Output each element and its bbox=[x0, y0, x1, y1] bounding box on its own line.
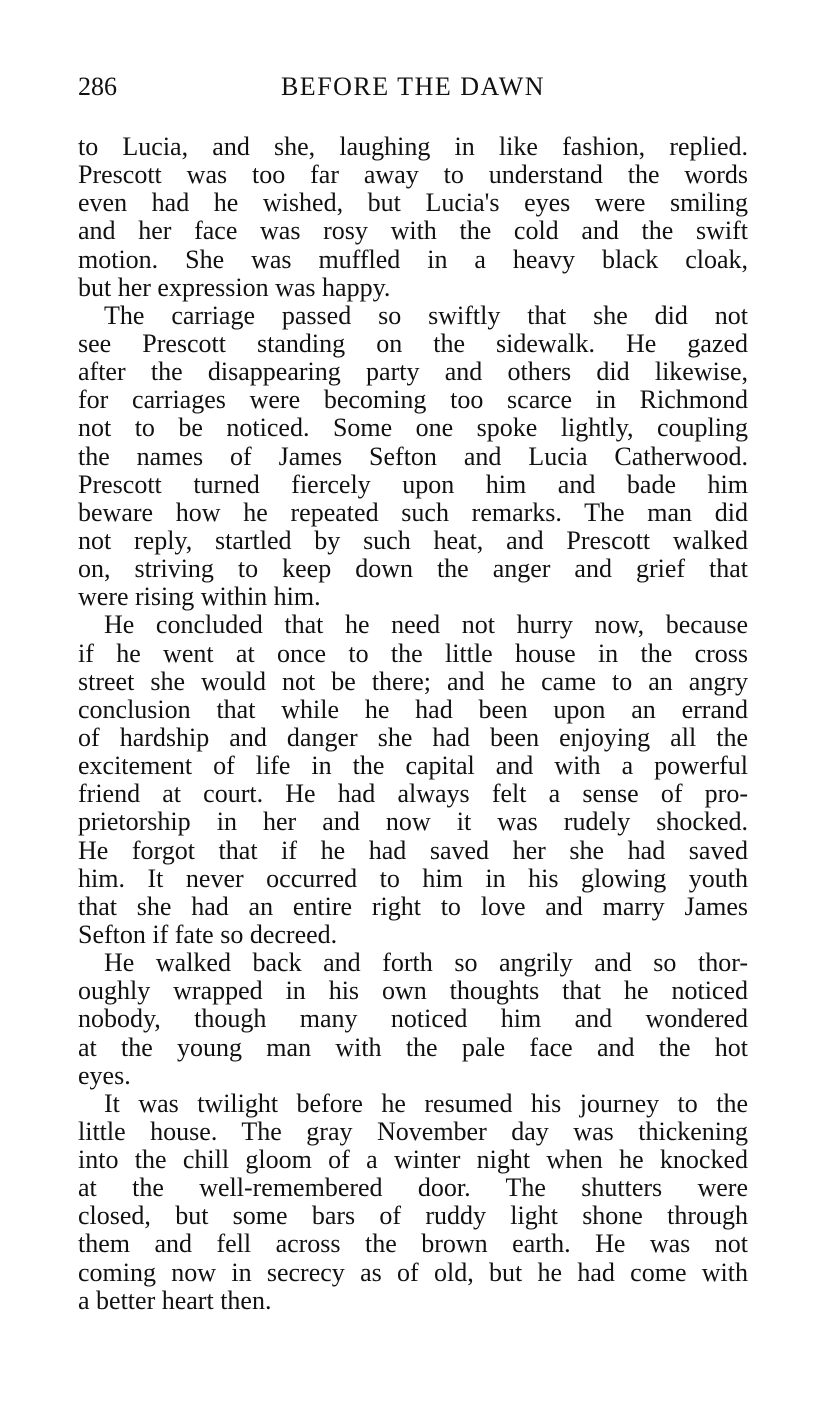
text-line: even had he wished, but Lucia's eyes were smiling bbox=[78, 188, 748, 218]
text-line: oughly wrapped in his own thoughts that he noticed bbox=[78, 976, 748, 1006]
text-line: at the young man with the pale face and the hot bbox=[78, 1032, 748, 1062]
text-line: a better heart then. bbox=[78, 1285, 272, 1315]
paragraph bbox=[78, 1090, 748, 1315]
text-line: Prescott was too far away to understand the words bbox=[78, 160, 748, 190]
running-head bbox=[78, 70, 748, 104]
running-title: BEFORE THE DAWN bbox=[280, 72, 546, 101]
text-line: He concluded that he need not hurry now, because bbox=[104, 610, 748, 640]
text-line: closed, but some bars of ruddy light shone through bbox=[78, 1201, 748, 1231]
text-line: little house. The gray November day was thickening bbox=[78, 1116, 748, 1146]
page-number: 286 bbox=[78, 72, 117, 101]
text-line: of hardship and danger she had been enjoying all the bbox=[78, 722, 748, 752]
text-line: at the well-remembered door. The shutters were bbox=[78, 1173, 748, 1203]
text-line: nobody, though many noticed him and wondered bbox=[78, 1004, 748, 1034]
text-line: not to be noticed. Some one spoke lightly, coupling bbox=[78, 413, 748, 443]
text-line: Sefton if fate so decreed. bbox=[78, 919, 338, 949]
text-line: motion. She was muffled in a heavy black cloak, bbox=[78, 244, 748, 274]
text-line: excitement of life in the capital and with a powerful bbox=[78, 751, 748, 781]
text-line: not reply, startled by such heat, and Prescott walked bbox=[78, 525, 748, 555]
text-line: but her expression was happy. bbox=[78, 272, 391, 302]
text-line: him. It never occurred to him in his glowing youth bbox=[78, 863, 748, 893]
text-line: if he went at once to the little house in the cross bbox=[78, 638, 748, 668]
text-line: were rising within him. bbox=[78, 582, 321, 612]
text-line: Prescott turned fiercely upon him and bade him bbox=[78, 469, 748, 499]
text-line: prietorship in her and now it was rudely shocked. bbox=[78, 807, 748, 837]
text-line: them and fell across the brown earth. He was not bbox=[78, 1229, 748, 1259]
text-line: after the disappearing party and others did likewise, bbox=[78, 357, 748, 387]
body-text bbox=[78, 133, 748, 1315]
text-line: He walked back and forth so angrily and so thor- bbox=[104, 948, 748, 978]
text-line: He forgot that if he had saved her she had saved bbox=[78, 835, 748, 865]
text-line: street she would not be there; and he came to an angry bbox=[78, 666, 748, 696]
text-line: see Prescott standing on the sidewalk. He gazed bbox=[78, 328, 748, 358]
text-line: The carriage passed so swiftly that she did not bbox=[104, 300, 748, 330]
text-line: beware how he repeated such remarks. The man did bbox=[78, 497, 748, 527]
text-line: eyes. bbox=[78, 1060, 131, 1090]
text-line: conclusion that while he had been upon an errand bbox=[78, 694, 748, 724]
text-line: for carriages were becoming too scarce in Richmond bbox=[78, 385, 748, 415]
text-line: and her face was rosy with the cold and the swift bbox=[78, 216, 748, 246]
text-line: into the chill gloom of a winter night when he knocked bbox=[78, 1145, 748, 1175]
text-line: friend at court. He had always felt a sense of pro- bbox=[78, 779, 748, 809]
paragraph bbox=[78, 611, 748, 949]
paragraph bbox=[78, 949, 748, 1090]
text-line: on, striving to keep down the anger and grief that bbox=[78, 554, 748, 584]
paragraph bbox=[78, 133, 748, 302]
text-line: the names of James Sefton and Lucia Catherwood. bbox=[78, 441, 748, 471]
text-line: to Lucia, and she, laughing in like fashion, replied. bbox=[78, 132, 748, 161]
text-line: It was twilight before he resumed his journey to the bbox=[104, 1088, 748, 1118]
text-line: that she had an entire right to love and marry James bbox=[78, 891, 748, 921]
paragraph bbox=[78, 302, 748, 612]
text-line: coming now in secrecy as of old, but he had come with bbox=[78, 1257, 748, 1287]
